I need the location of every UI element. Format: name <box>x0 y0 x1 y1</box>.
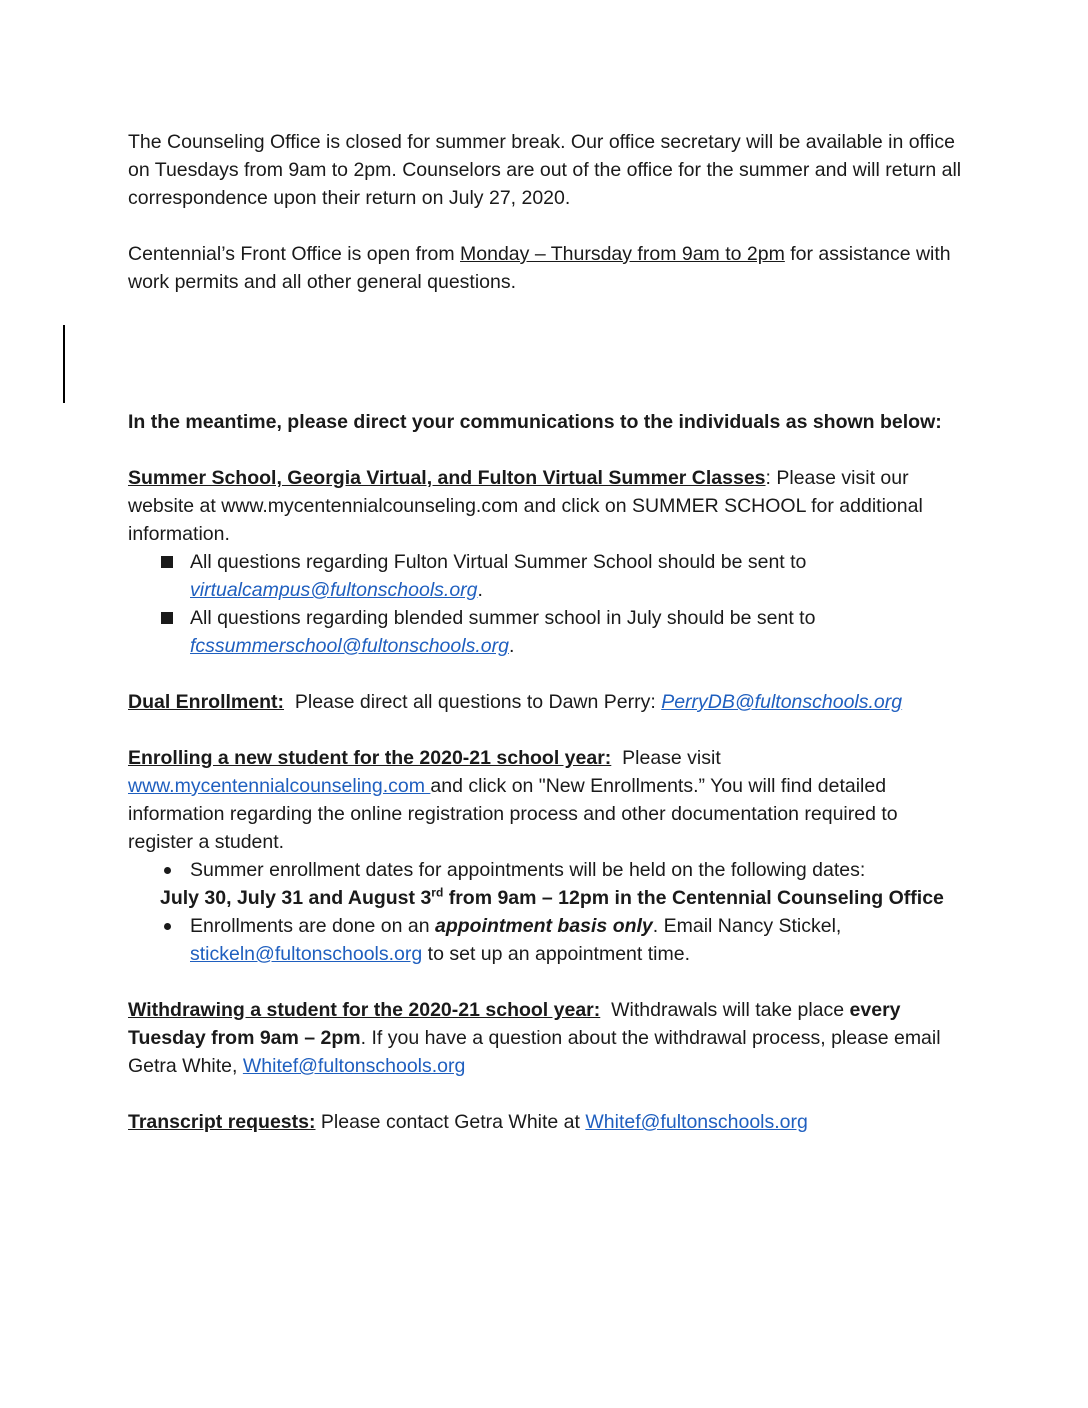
dual-enrollment-heading: Dual Enrollment: <box>128 691 285 713</box>
transcript-heading: Transcript requests: <box>128 1111 316 1133</box>
front-office-paragraph: Centennial’s Front Office is open from Monday – Thursday from 9am to 2pm for assistance with work permits and all other general questions. <box>128 243 951 293</box>
summer-school-heading: Summer School, Georgia Virtual, and Fulton Virtual Summer Classes <box>128 467 766 489</box>
summer-school-paragraph: Summer School, Georgia Virtual, and Fulton Virtual Summer Classes: Please visit our website at www.mycentennialcounseling.com and click on SUMMER SCHOOL for additional information. <box>128 467 923 545</box>
perrydb-email-link[interactable]: PerryDB@fultonschools.org <box>661 691 903 713</box>
intro-paragraph: The Counseling Office is closed for summer break. Our office secretary will be available in office on Tuesdays from 9am to 2pm. Counselors are out of the office for the summer and will return all correspondence upon their return on July 27, 2020. <box>128 131 962 209</box>
fcssummerschool-email-link[interactable]: fcssummerschool@fultonschools.org <box>190 635 509 657</box>
square-bullet-icon <box>161 556 173 568</box>
text-cursor-bar <box>63 325 65 403</box>
stickeln-email-link[interactable]: stickeln@fultonschools.org <box>190 943 423 965</box>
round-bullet-icon <box>164 867 171 874</box>
square-bullet-icon <box>161 612 173 624</box>
front-office-hours: Monday – Thursday from 9am to 2pm <box>460 243 785 265</box>
document-page <box>128 128 968 1136</box>
withdrawing-paragraph: Withdrawing a student for the 2020-21 school year: Withdrawals will take place every Tuesday from 9am – 2pm. If you have a question about the withdrawal process, please email Getra White, Whitef@fultonschools.org <box>128 999 941 1077</box>
enrolling-paragraph: Enrolling a new student for the 2020-21 school year: Please visit www.mycentennialcounseling.com and click on "New Enrollments.” You will find detailed information regarding the online registration process and other documentation required to register a student. <box>128 747 898 853</box>
transcript-email-link[interactable]: Whitef@fultonschools.org <box>585 1111 808 1133</box>
list-item: All questions regarding Fulton Virtual Summer School should be sent to virtualcampus@fultonschools.org. <box>128 548 968 604</box>
enrolling-list <box>128 856 968 884</box>
virtualcampus-email-link[interactable]: virtualcampus@fultonschools.org <box>190 579 478 601</box>
transcript-paragraph: Transcript requests: Please contact Getra White at Whitef@fultonschools.org <box>128 1111 808 1133</box>
list-item: Enrollments are done on an appointment basis only. Email Nancy Stickel, stickeln@fultonschools.org to set up an appointment time. <box>128 912 968 968</box>
list-item: Summer enrollment dates for appointments will be held on the following dates: <box>128 856 968 884</box>
meantime-heading: In the meantime, please direct your communications to the individuals as shown below: <box>128 411 942 433</box>
list-item: All questions regarding blended summer school in July should be sent to fcssummerschool@fultonschools.org. <box>128 604 968 660</box>
whitef-email-link[interactable]: Whitef@fultonschools.org <box>242 1055 466 1077</box>
withdrawing-heading: Withdrawing a student for the 2020-21 school year: <box>128 999 601 1021</box>
dual-enrollment-paragraph: Dual Enrollment: Please direct all questions to Dawn Perry: PerryDB@fultonschools.org <box>128 691 903 713</box>
mycentennialcounseling-link[interactable]: www.mycentennialcounseling.com <box>128 775 431 797</box>
summer-school-list <box>128 548 968 660</box>
round-bullet-icon <box>164 923 171 930</box>
enrolling-heading: Enrolling a new student for the 2020-21 school year: <box>128 747 612 769</box>
enrollment-dates: July 30, July 31 and August 3rd from 9am – 12pm in the Centennial Counseling Office <box>160 885 944 909</box>
